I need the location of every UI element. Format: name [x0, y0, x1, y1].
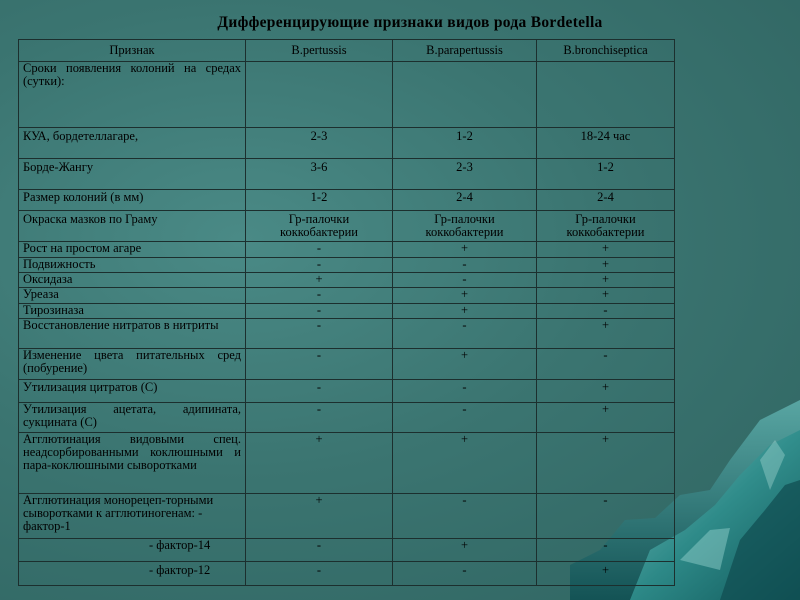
cell-value: Гр-палочки коккобактерии — [246, 211, 393, 242]
table-row — [19, 349, 675, 380]
table-row — [19, 211, 675, 242]
row-label: Рост на простом агаре — [19, 242, 246, 258]
cell-value: - — [393, 562, 537, 586]
cell-value: 2-3 — [246, 128, 393, 159]
cell-value: 2-4 — [537, 190, 675, 211]
row-label: Размер колоний (в мм) — [19, 190, 246, 211]
cell-value: - — [246, 403, 393, 433]
cell-value: + — [537, 380, 675, 403]
row-label: Борде-Жангу — [19, 159, 246, 190]
cell-value: + — [393, 433, 537, 494]
cell-value: - — [537, 539, 675, 562]
cell-value: - — [246, 319, 393, 349]
cell-value: 1-2 — [246, 190, 393, 211]
cell-value: + — [393, 242, 537, 258]
table-row — [19, 190, 675, 211]
cell-value: - — [246, 349, 393, 380]
column-header-bronchiseptica: B.bronchiseptica — [537, 40, 675, 62]
row-label: Утилизация ацетата, адипината, сукцината (С) — [19, 403, 246, 433]
column-header-parapertussis: B.parapertussis — [393, 40, 537, 62]
cell-value: - — [537, 349, 675, 380]
table-row — [19, 380, 675, 403]
row-label: Утилизация цитратов (С) — [19, 380, 246, 403]
cell-value: + — [246, 494, 393, 539]
row-label: Восстановление нитратов в нитриты — [19, 319, 246, 349]
cell-value: - — [246, 304, 393, 319]
cell-value: 1-2 — [393, 128, 537, 159]
row-label: Агглютинация монорецеп-торными сыворотками к агглютиногенам: - фактор-1 — [19, 494, 246, 539]
cell-value — [246, 62, 393, 128]
cell-value: + — [537, 403, 675, 433]
column-header-pertussis: B.pertussis — [246, 40, 393, 62]
differentiation-table — [18, 39, 675, 586]
cell-value: - — [393, 380, 537, 403]
cell-value: - — [246, 288, 393, 304]
cell-value: + — [537, 258, 675, 273]
cell-value — [393, 62, 537, 128]
cell-value: Гр-палочки коккобактерии — [393, 211, 537, 242]
cell-value: - — [537, 304, 675, 319]
table-row — [19, 539, 675, 562]
cell-value: + — [537, 273, 675, 288]
row-label: Изменение цвета питательных сред (побурение) — [19, 349, 246, 380]
cell-value: - — [393, 319, 537, 349]
table-row — [19, 403, 675, 433]
cell-value: + — [393, 349, 537, 380]
table-row — [19, 433, 675, 494]
cell-value: - — [246, 562, 393, 586]
cell-value: + — [393, 539, 537, 562]
cell-value: - — [537, 494, 675, 539]
row-label: Подвижность — [19, 258, 246, 273]
table-row — [19, 288, 675, 304]
cell-value: + — [537, 562, 675, 586]
table-row — [19, 562, 675, 586]
table-row — [19, 319, 675, 349]
cell-value: - — [246, 258, 393, 273]
cell-value: 2-4 — [393, 190, 537, 211]
cell-value: Гр-палочки коккобактерии — [537, 211, 675, 242]
table-row — [19, 159, 675, 190]
cell-value: - — [393, 273, 537, 288]
cell-value: - — [246, 380, 393, 403]
cell-value: 18-24 час — [537, 128, 675, 159]
cell-value: + — [537, 433, 675, 494]
table-row — [19, 258, 675, 273]
cell-value: + — [246, 433, 393, 494]
cell-value: - — [393, 403, 537, 433]
table-row — [19, 494, 675, 539]
row-label: - фактор-14 — [19, 539, 246, 562]
table-row — [19, 128, 675, 159]
table-row — [19, 62, 675, 128]
cell-value: - — [393, 258, 537, 273]
cell-value: + — [393, 288, 537, 304]
row-label: Агглютинация видовыми спец. неадсорбированными коклюшными и пара-коклюшными сыворотками — [19, 433, 246, 494]
page-title: Дифференцирующие признаки видов рода Bordetella — [217, 14, 603, 31]
column-header-feature: Признак — [19, 40, 246, 62]
cell-value: 1-2 — [537, 159, 675, 190]
row-label: Оксидаза — [19, 273, 246, 288]
cell-value: 2-3 — [393, 159, 537, 190]
table-row — [19, 242, 675, 258]
table-row — [19, 304, 675, 319]
cell-value: + — [537, 288, 675, 304]
row-label: Тирозиназа — [19, 304, 246, 319]
cell-value: + — [246, 273, 393, 288]
cell-value: - — [246, 539, 393, 562]
row-label: КУА, бордетеллагаре, — [19, 128, 246, 159]
cell-value: 3-6 — [246, 159, 393, 190]
table-row — [19, 273, 675, 288]
cell-value: + — [393, 304, 537, 319]
cell-value: + — [537, 319, 675, 349]
cell-value: - — [393, 494, 537, 539]
row-label: Уреаза — [19, 288, 246, 304]
cell-value: + — [537, 242, 675, 258]
table-header-row — [19, 40, 675, 62]
row-label: Сроки появления колоний на средах (сутки): — [19, 62, 246, 128]
cell-value — [537, 62, 675, 128]
cell-value: - — [246, 242, 393, 258]
row-label: Окраска мазков по Граму — [19, 211, 246, 242]
row-label: - фактор-12 — [19, 562, 246, 586]
